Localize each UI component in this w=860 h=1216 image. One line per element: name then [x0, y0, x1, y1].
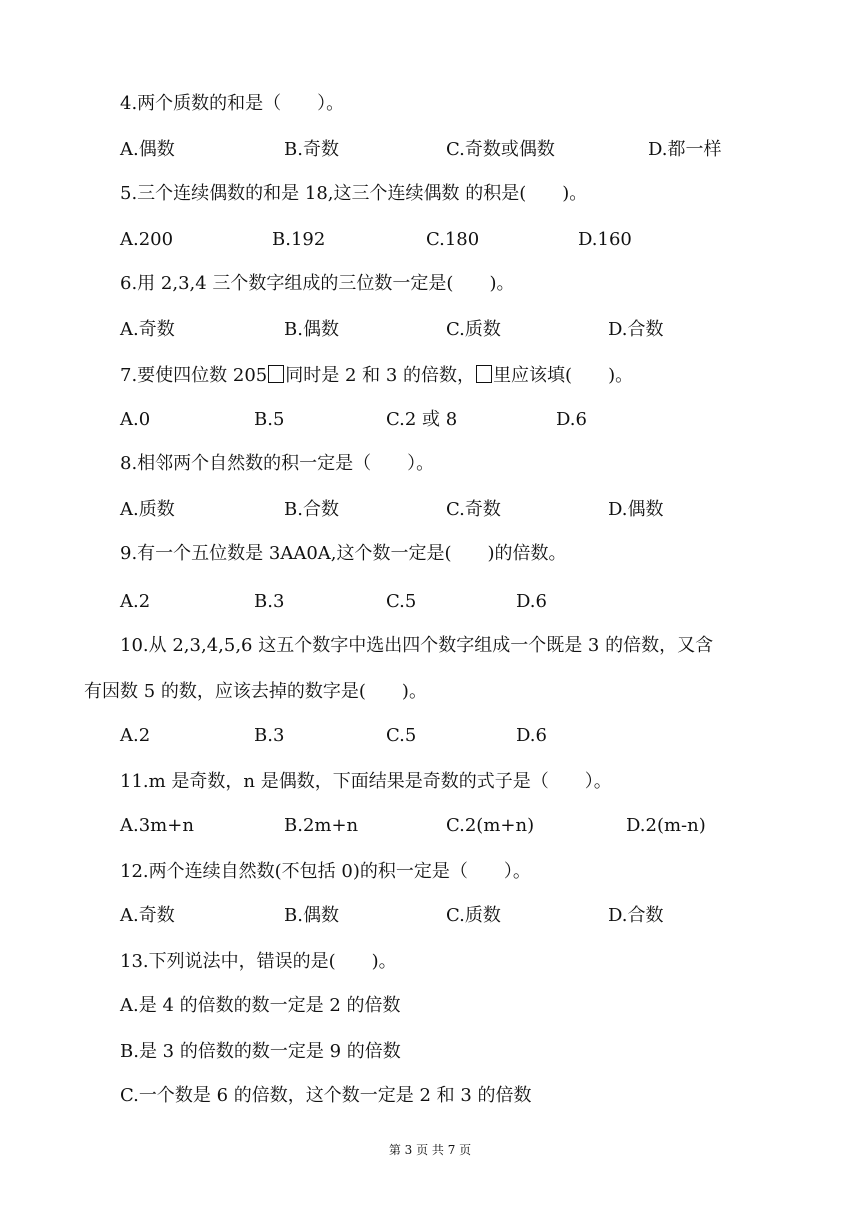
option-11c: C.2(m+n)	[446, 815, 535, 836]
option-6d: D.合数	[608, 319, 664, 340]
option-12a: A.奇数	[120, 905, 175, 926]
option-9c: C.5	[386, 591, 417, 612]
option-9a: A.2	[120, 591, 151, 612]
option-6b: B.偶数	[284, 319, 339, 340]
option-5c: C.180	[426, 229, 480, 250]
option-5b: B.192	[272, 229, 326, 250]
option-10b: B.3	[254, 725, 285, 746]
option-13a: A.是 4 的倍数的数一定是 2 的倍数	[120, 995, 401, 1016]
blank-box-icon	[476, 365, 492, 383]
question-7	[120, 364, 633, 388]
option-6c: C.质数	[446, 319, 501, 340]
option-8a: A.质数	[120, 499, 175, 520]
option-4b: B.奇数	[284, 139, 339, 160]
option-5a: A.200	[120, 229, 174, 250]
option-13b: B.是 3 的倍数的数一定是 9 的倍数	[120, 1041, 401, 1062]
question-12: 12.两个连续自然数(不包括 0)的积一定是（ ）。	[120, 861, 531, 882]
option-8b: B.合数	[284, 499, 339, 520]
option-13c: C.一个数是 6 的倍数，这个数一定是 2 和 3 的倍数	[120, 1085, 532, 1106]
option-6a: A.奇数	[120, 319, 175, 340]
option-12c: C.质数	[446, 905, 501, 926]
option-12d: D.合数	[608, 905, 664, 926]
question-8: 8.相邻两个自然数的积一定是（ ）。	[120, 453, 435, 474]
blank-box-icon	[268, 365, 284, 383]
option-5d: D.160	[578, 229, 632, 250]
option-4a: A.偶数	[120, 139, 175, 160]
option-7a: A.0	[120, 409, 151, 430]
option-10a: A.2	[120, 725, 151, 746]
question-10-line-2: 有因数 5 的数，应该去掉的数字是( )。	[84, 681, 427, 702]
option-11d: D.2(m-n)	[626, 815, 706, 836]
option-11a: A.3m+n	[120, 815, 194, 836]
question-7-part-a: 7.要使四位数 205	[120, 365, 268, 386]
option-10c: C.5	[386, 725, 417, 746]
question-6: 6.用 2,3,4 三个数字组成的三位数一定是( )。	[120, 273, 515, 294]
option-9d: D.6	[516, 591, 547, 612]
question-7-part-c: 里应该填( )。	[493, 365, 634, 386]
option-8c: C.奇数	[446, 499, 501, 520]
option-9b: B.3	[254, 591, 285, 612]
option-7b: B.5	[254, 409, 285, 430]
option-10d: D.6	[516, 725, 547, 746]
question-4: 4.两个质数的和是（ ）。	[120, 93, 345, 114]
page-footer: 第 3 页 共 7 页	[388, 1143, 472, 1157]
option-7d: D.6	[556, 409, 587, 430]
option-11b: B.2m+n	[284, 815, 359, 836]
option-7c: C.2 或 8	[386, 409, 458, 430]
question-11: 11.m 是奇数，n 是偶数，下面结果是奇数的式子是（ ）。	[120, 771, 612, 792]
option-4d: D.都一样	[648, 139, 722, 160]
option-4c: C.奇数或偶数	[446, 139, 555, 160]
question-10-line-1: 10.从 2,3,4,5,6 这五个数字中选出四个数字组成一个既是 3 的倍数，又含	[120, 635, 714, 656]
option-12b: B.偶数	[284, 905, 339, 926]
option-8d: D.偶数	[608, 499, 664, 520]
question-9: 9.有一个五位数是 3AA0A,这个数一定是( )的倍数。	[120, 543, 567, 564]
question-5: 5.三个连续偶数的和是 18,这三个连续偶数 的积是( )。	[120, 183, 588, 204]
question-7-part-b: 同时是 2 和 3 的倍数，	[285, 365, 476, 386]
question-13: 13.下列说法中，错误的是( )。	[120, 951, 397, 972]
